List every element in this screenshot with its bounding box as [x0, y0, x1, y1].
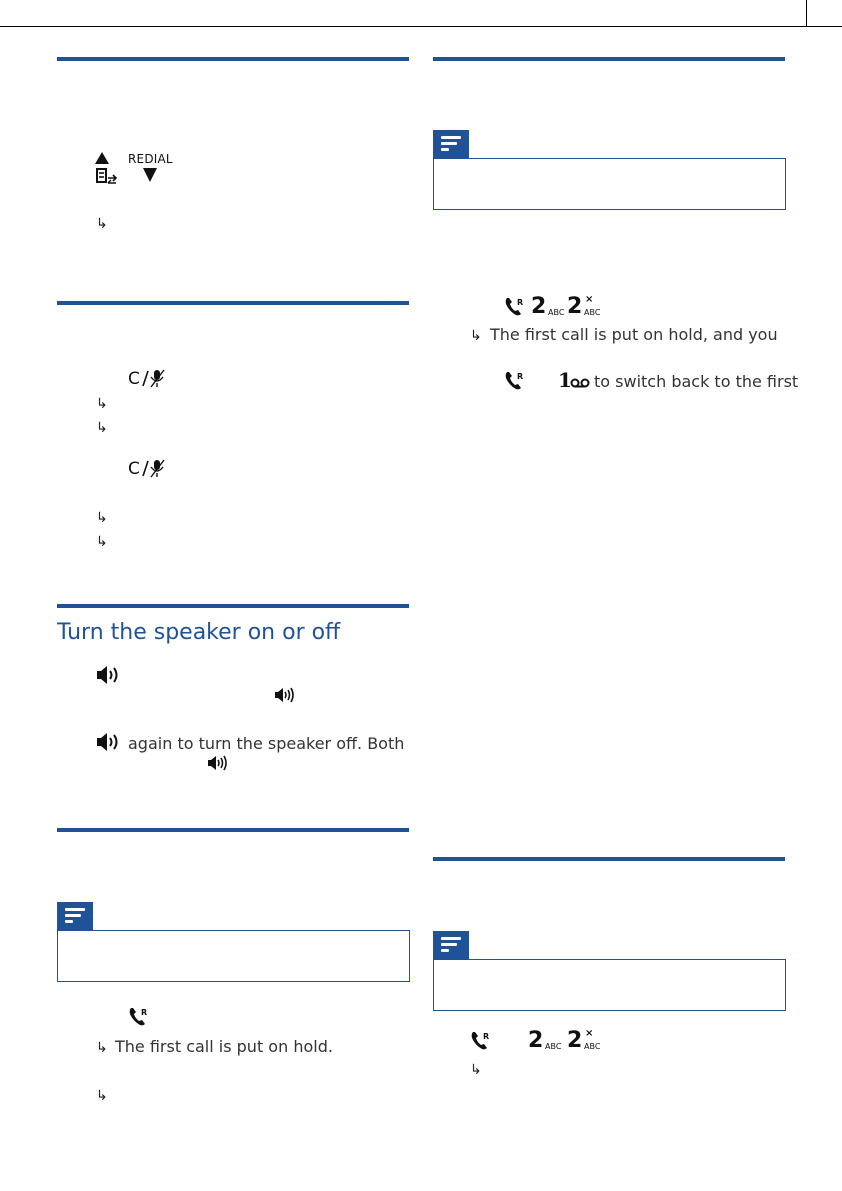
svg-text:C: C	[128, 369, 140, 389]
section-rule-hold	[57, 828, 409, 832]
result-arrow-icon	[96, 534, 108, 550]
svg-text:R: R	[517, 372, 524, 381]
swap-result-text: The first call is put on hold, and you	[490, 325, 778, 344]
flash-r-icon[interactable]	[504, 296, 526, 318]
result-arrow-icon	[96, 1088, 108, 1104]
result-arrow-icon	[96, 396, 108, 412]
section-rule-redial	[57, 57, 409, 61]
speaker-active-icon	[207, 755, 229, 771]
clear-mute-icon[interactable]	[128, 458, 168, 480]
result-arrow-icon	[96, 216, 108, 232]
svg-text:R: R	[517, 298, 524, 307]
flash-r-icon[interactable]	[504, 370, 526, 392]
result-arrow-icon	[96, 510, 108, 526]
hold-result-text: The first call is put on hold.	[115, 1037, 333, 1056]
section-rule-conference	[433, 57, 785, 61]
speaker-off-text: again to turn the speaker off. Both	[128, 734, 405, 753]
side-margin-line	[806, 0, 807, 26]
note-icon	[57, 902, 93, 930]
section-rule-mute	[57, 301, 409, 305]
result-arrow-icon	[96, 420, 108, 436]
clear-mute-icon[interactable]	[128, 368, 168, 390]
svg-text:R: R	[483, 1032, 490, 1041]
key-2-x-icon[interactable]: × 2 ABC	[567, 294, 601, 319]
svg-text:C: C	[128, 459, 140, 479]
speaker-icon[interactable]	[96, 732, 124, 752]
top-margin-line	[0, 26, 842, 27]
flash-r-icon[interactable]	[470, 1030, 492, 1052]
section-rule-speaker	[57, 604, 409, 608]
flash-r-icon[interactable]	[128, 1006, 150, 1028]
down-arrow-icon[interactable]	[143, 168, 157, 182]
redial-key-label[interactable]: REDIAL	[128, 152, 173, 166]
result-arrow-icon	[96, 1040, 108, 1056]
speaker-active-icon	[274, 687, 296, 703]
key-1-voicemail-icon[interactable]	[558, 370, 592, 390]
note-box	[433, 158, 786, 210]
key-2-x-icon[interactable]: × 2 ABC	[567, 1028, 601, 1053]
note-icon	[433, 130, 469, 158]
speaker-icon[interactable]	[96, 665, 124, 685]
note-box	[433, 959, 786, 1011]
svg-text:R: R	[141, 1008, 148, 1017]
result-arrow-icon	[470, 328, 482, 344]
switch-back-text: to switch back to the first	[594, 372, 799, 391]
section-rule-conference-call	[433, 857, 785, 861]
phonebook-icon[interactable]	[96, 168, 118, 186]
result-arrow-icon	[470, 1062, 482, 1078]
key-2-icon[interactable]: 2 ABC	[531, 294, 565, 319]
up-arrow-icon[interactable]	[95, 152, 109, 164]
key-2-icon[interactable]: 2 ABC	[528, 1028, 562, 1053]
section-title-speaker: Turn the speaker on or off	[57, 620, 341, 645]
note-box	[57, 930, 410, 982]
svg-text:1: 1	[558, 370, 572, 390]
note-icon	[433, 931, 469, 959]
